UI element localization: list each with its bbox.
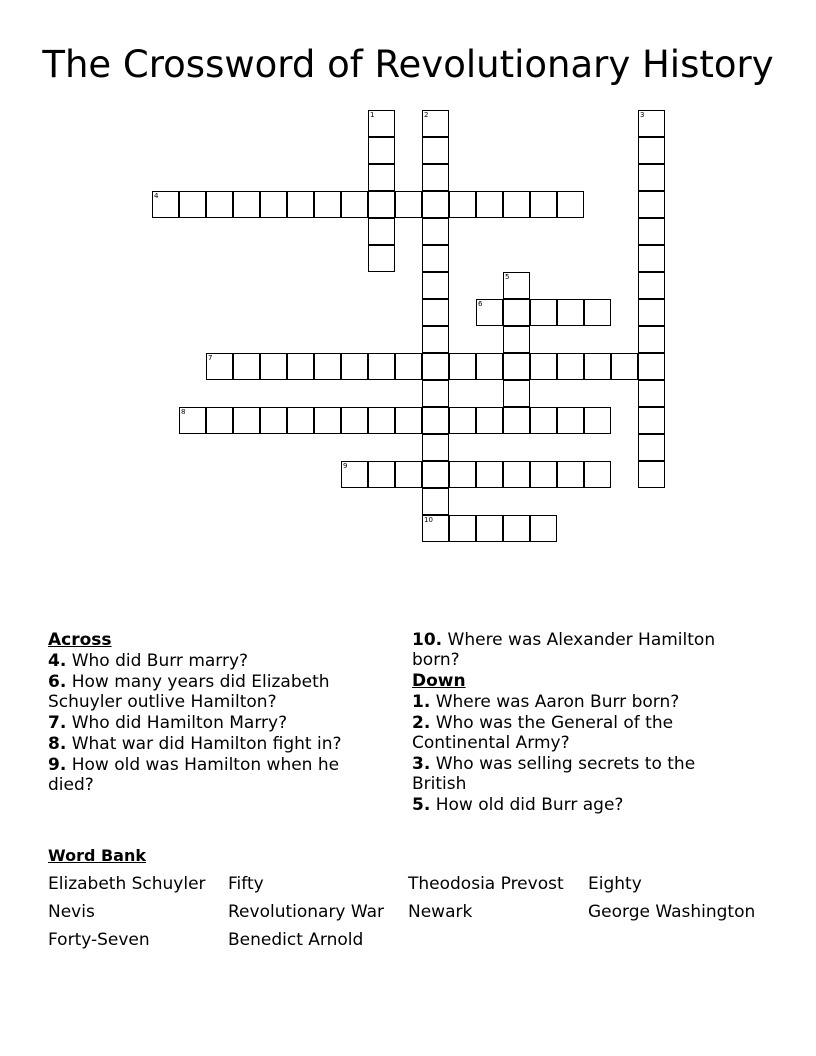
crossword-cell[interactable]: [341, 353, 368, 380]
crossword-cell[interactable]: [422, 191, 449, 218]
crossword-cell[interactable]: [233, 191, 260, 218]
crossword-cell[interactable]: [638, 110, 665, 137]
crossword-cell[interactable]: [422, 380, 449, 407]
across-clue-4: 4. Who did Burr marry?: [48, 651, 249, 671]
crossword-cell[interactable]: [422, 326, 449, 353]
crossword-cell[interactable]: [287, 407, 314, 434]
crossword-cell[interactable]: [638, 299, 665, 326]
crossword-cell[interactable]: [584, 299, 611, 326]
crossword-cell[interactable]: [395, 407, 422, 434]
crossword-cell[interactable]: [476, 407, 503, 434]
crossword-cell[interactable]: [287, 191, 314, 218]
crossword-cell[interactable]: [341, 461, 368, 488]
crossword-cell[interactable]: [152, 191, 179, 218]
crossword-cell[interactable]: [638, 272, 665, 299]
crossword-cell[interactable]: [557, 461, 584, 488]
crossword-cell[interactable]: [449, 353, 476, 380]
word-bank-item: Fifty: [228, 874, 264, 894]
crossword-cell[interactable]: [584, 407, 611, 434]
crossword-cell[interactable]: [368, 164, 395, 191]
clue-number: 3: [640, 111, 645, 119]
word-bank-item: George Washington: [588, 902, 756, 922]
crossword-cell[interactable]: [260, 191, 287, 218]
crossword-cell[interactable]: [368, 461, 395, 488]
crossword-cell[interactable]: [476, 299, 503, 326]
crossword-cell[interactable]: [422, 434, 449, 461]
crossword-cell[interactable]: [503, 353, 530, 380]
crossword-cell[interactable]: [368, 353, 395, 380]
clue-number: 7: [208, 354, 213, 362]
crossword-cell[interactable]: [395, 353, 422, 380]
crossword-cell[interactable]: [233, 407, 260, 434]
crossword-cell[interactable]: [395, 461, 422, 488]
clue-number: 6: [478, 300, 483, 308]
crossword-cell[interactable]: [422, 299, 449, 326]
page-title: The Crossword of Revolutionary History: [42, 43, 774, 86]
crossword-cell[interactable]: [557, 299, 584, 326]
across-clue-7: 7. Who did Hamilton Marry?: [48, 713, 288, 733]
crossword-cell[interactable]: [638, 407, 665, 434]
crossword-cell[interactable]: [368, 137, 395, 164]
crossword-cell[interactable]: [422, 407, 449, 434]
crossword-cell[interactable]: [584, 461, 611, 488]
crossword-cell[interactable]: [638, 137, 665, 164]
crossword-cell[interactable]: [557, 191, 584, 218]
crossword-cell[interactable]: [368, 110, 395, 137]
crossword-cell[interactable]: [638, 353, 665, 380]
crossword-cell[interactable]: [503, 407, 530, 434]
clues-left-column: [48, 630, 378, 796]
crossword-cell[interactable]: [530, 515, 557, 542]
down-clue-5: 5. How old did Burr age?: [412, 795, 624, 815]
crossword-cell[interactable]: [422, 218, 449, 245]
crossword-cell[interactable]: [422, 515, 449, 542]
crossword-cell[interactable]: [476, 191, 503, 218]
crossword-cell[interactable]: [476, 461, 503, 488]
across-clue-10: 10. Where was Alexander Hamilton born?: [412, 630, 716, 670]
crossword-cell[interactable]: [422, 488, 449, 515]
down-clue-3: 3. Who was selling secrets to the British: [412, 754, 696, 794]
crossword-cell[interactable]: [584, 353, 611, 380]
crossword-cell[interactable]: [449, 461, 476, 488]
crossword-cell[interactable]: [503, 272, 530, 299]
crossword-cell[interactable]: [314, 407, 341, 434]
crossword-cell[interactable]: [260, 353, 287, 380]
clue-number: 2: [424, 111, 429, 119]
crossword-cell[interactable]: [638, 164, 665, 191]
crossword-cell[interactable]: [449, 515, 476, 542]
crossword-cell[interactable]: [341, 407, 368, 434]
crossword-cell[interactable]: [395, 191, 422, 218]
crossword-cell[interactable]: [638, 461, 665, 488]
crossword-cell[interactable]: [179, 407, 206, 434]
crossword-cell[interactable]: [422, 272, 449, 299]
crossword-cell[interactable]: [287, 353, 314, 380]
crossword-cell[interactable]: [233, 353, 260, 380]
crossword-cell[interactable]: [530, 461, 557, 488]
crossword-cell[interactable]: [557, 353, 584, 380]
crossword-cell[interactable]: [503, 191, 530, 218]
crossword-cell[interactable]: [206, 407, 233, 434]
crossword-cell[interactable]: [557, 407, 584, 434]
clue-number: 9: [343, 462, 348, 470]
down-clue-2: 2. Who was the General of the Continental Army?: [412, 713, 674, 753]
crossword-cell[interactable]: [368, 218, 395, 245]
word-bank-item: Theodosia Prevost: [408, 874, 564, 894]
clue-number: 8: [181, 408, 186, 416]
across-clue-8: 8. What war did Hamilton fight in?: [48, 734, 342, 754]
word-bank-item: Forty-Seven: [48, 930, 150, 950]
across-heading: Across: [48, 630, 112, 650]
crossword-cell[interactable]: [530, 299, 557, 326]
crossword-cell[interactable]: [476, 353, 503, 380]
crossword-cell[interactable]: [503, 515, 530, 542]
crossword-cell[interactable]: [611, 353, 638, 380]
crossword-cell[interactable]: [476, 515, 503, 542]
crossword-cell[interactable]: [638, 434, 665, 461]
crossword-cell[interactable]: [422, 110, 449, 137]
word-bank: [48, 874, 788, 950]
crossword-cell[interactable]: [179, 191, 206, 218]
crossword-cell[interactable]: [638, 326, 665, 353]
crossword-cell[interactable]: [260, 407, 287, 434]
clues-right-column: [412, 630, 742, 816]
down-heading: Down: [412, 671, 466, 691]
word-bank-item: Nevis: [48, 902, 95, 922]
word-bank-item: Elizabeth Schuyler: [48, 874, 206, 894]
crossword-cell[interactable]: [422, 353, 449, 380]
word-bank-item: Newark: [408, 902, 473, 922]
crossword-cell[interactable]: [638, 191, 665, 218]
word-bank-item: Revolutionary War: [228, 902, 385, 922]
crossword-cell[interactable]: [341, 191, 368, 218]
crossword-cell[interactable]: [422, 164, 449, 191]
clue-number: 1: [370, 111, 375, 119]
crossword-cell[interactable]: [530, 191, 557, 218]
crossword-cell[interactable]: [449, 407, 476, 434]
clue-number: 4: [154, 192, 159, 200]
word-bank-item: Eighty: [588, 874, 642, 894]
crossword-cell[interactable]: [638, 218, 665, 245]
clue-number: 10: [424, 516, 433, 524]
crossword-cell[interactable]: [314, 191, 341, 218]
across-clue-6: 6. How many years did Elizabeth Schuyler outlive Hamilton?: [48, 672, 330, 712]
crossword-cell[interactable]: [422, 137, 449, 164]
down-clue-1: 1. Where was Aaron Burr born?: [412, 692, 680, 712]
crossword-cell[interactable]: [638, 245, 665, 272]
word-bank-item: Benedict Arnold: [228, 930, 364, 950]
crossword-cell[interactable]: [503, 326, 530, 353]
crossword-cell[interactable]: [638, 380, 665, 407]
crossword-cell[interactable]: [530, 407, 557, 434]
crossword-cell[interactable]: [206, 353, 233, 380]
crossword-cell[interactable]: [368, 245, 395, 272]
crossword-cell[interactable]: [449, 191, 476, 218]
crossword-cell[interactable]: [206, 191, 233, 218]
crossword-cell[interactable]: [422, 245, 449, 272]
word-bank-title: Word Bank: [48, 846, 147, 865]
crossword-cell[interactable]: [503, 299, 530, 326]
crossword-cell[interactable]: [368, 407, 395, 434]
crossword-cell[interactable]: [368, 191, 395, 218]
crossword-cell[interactable]: [422, 461, 449, 488]
across-clue-9: 9. How old was Hamilton when he died?: [48, 755, 340, 795]
crossword-cell[interactable]: [503, 380, 530, 407]
crossword-cell[interactable]: [503, 461, 530, 488]
crossword-cell[interactable]: [530, 353, 557, 380]
crossword-cell[interactable]: [314, 353, 341, 380]
clue-number: 5: [505, 273, 510, 281]
